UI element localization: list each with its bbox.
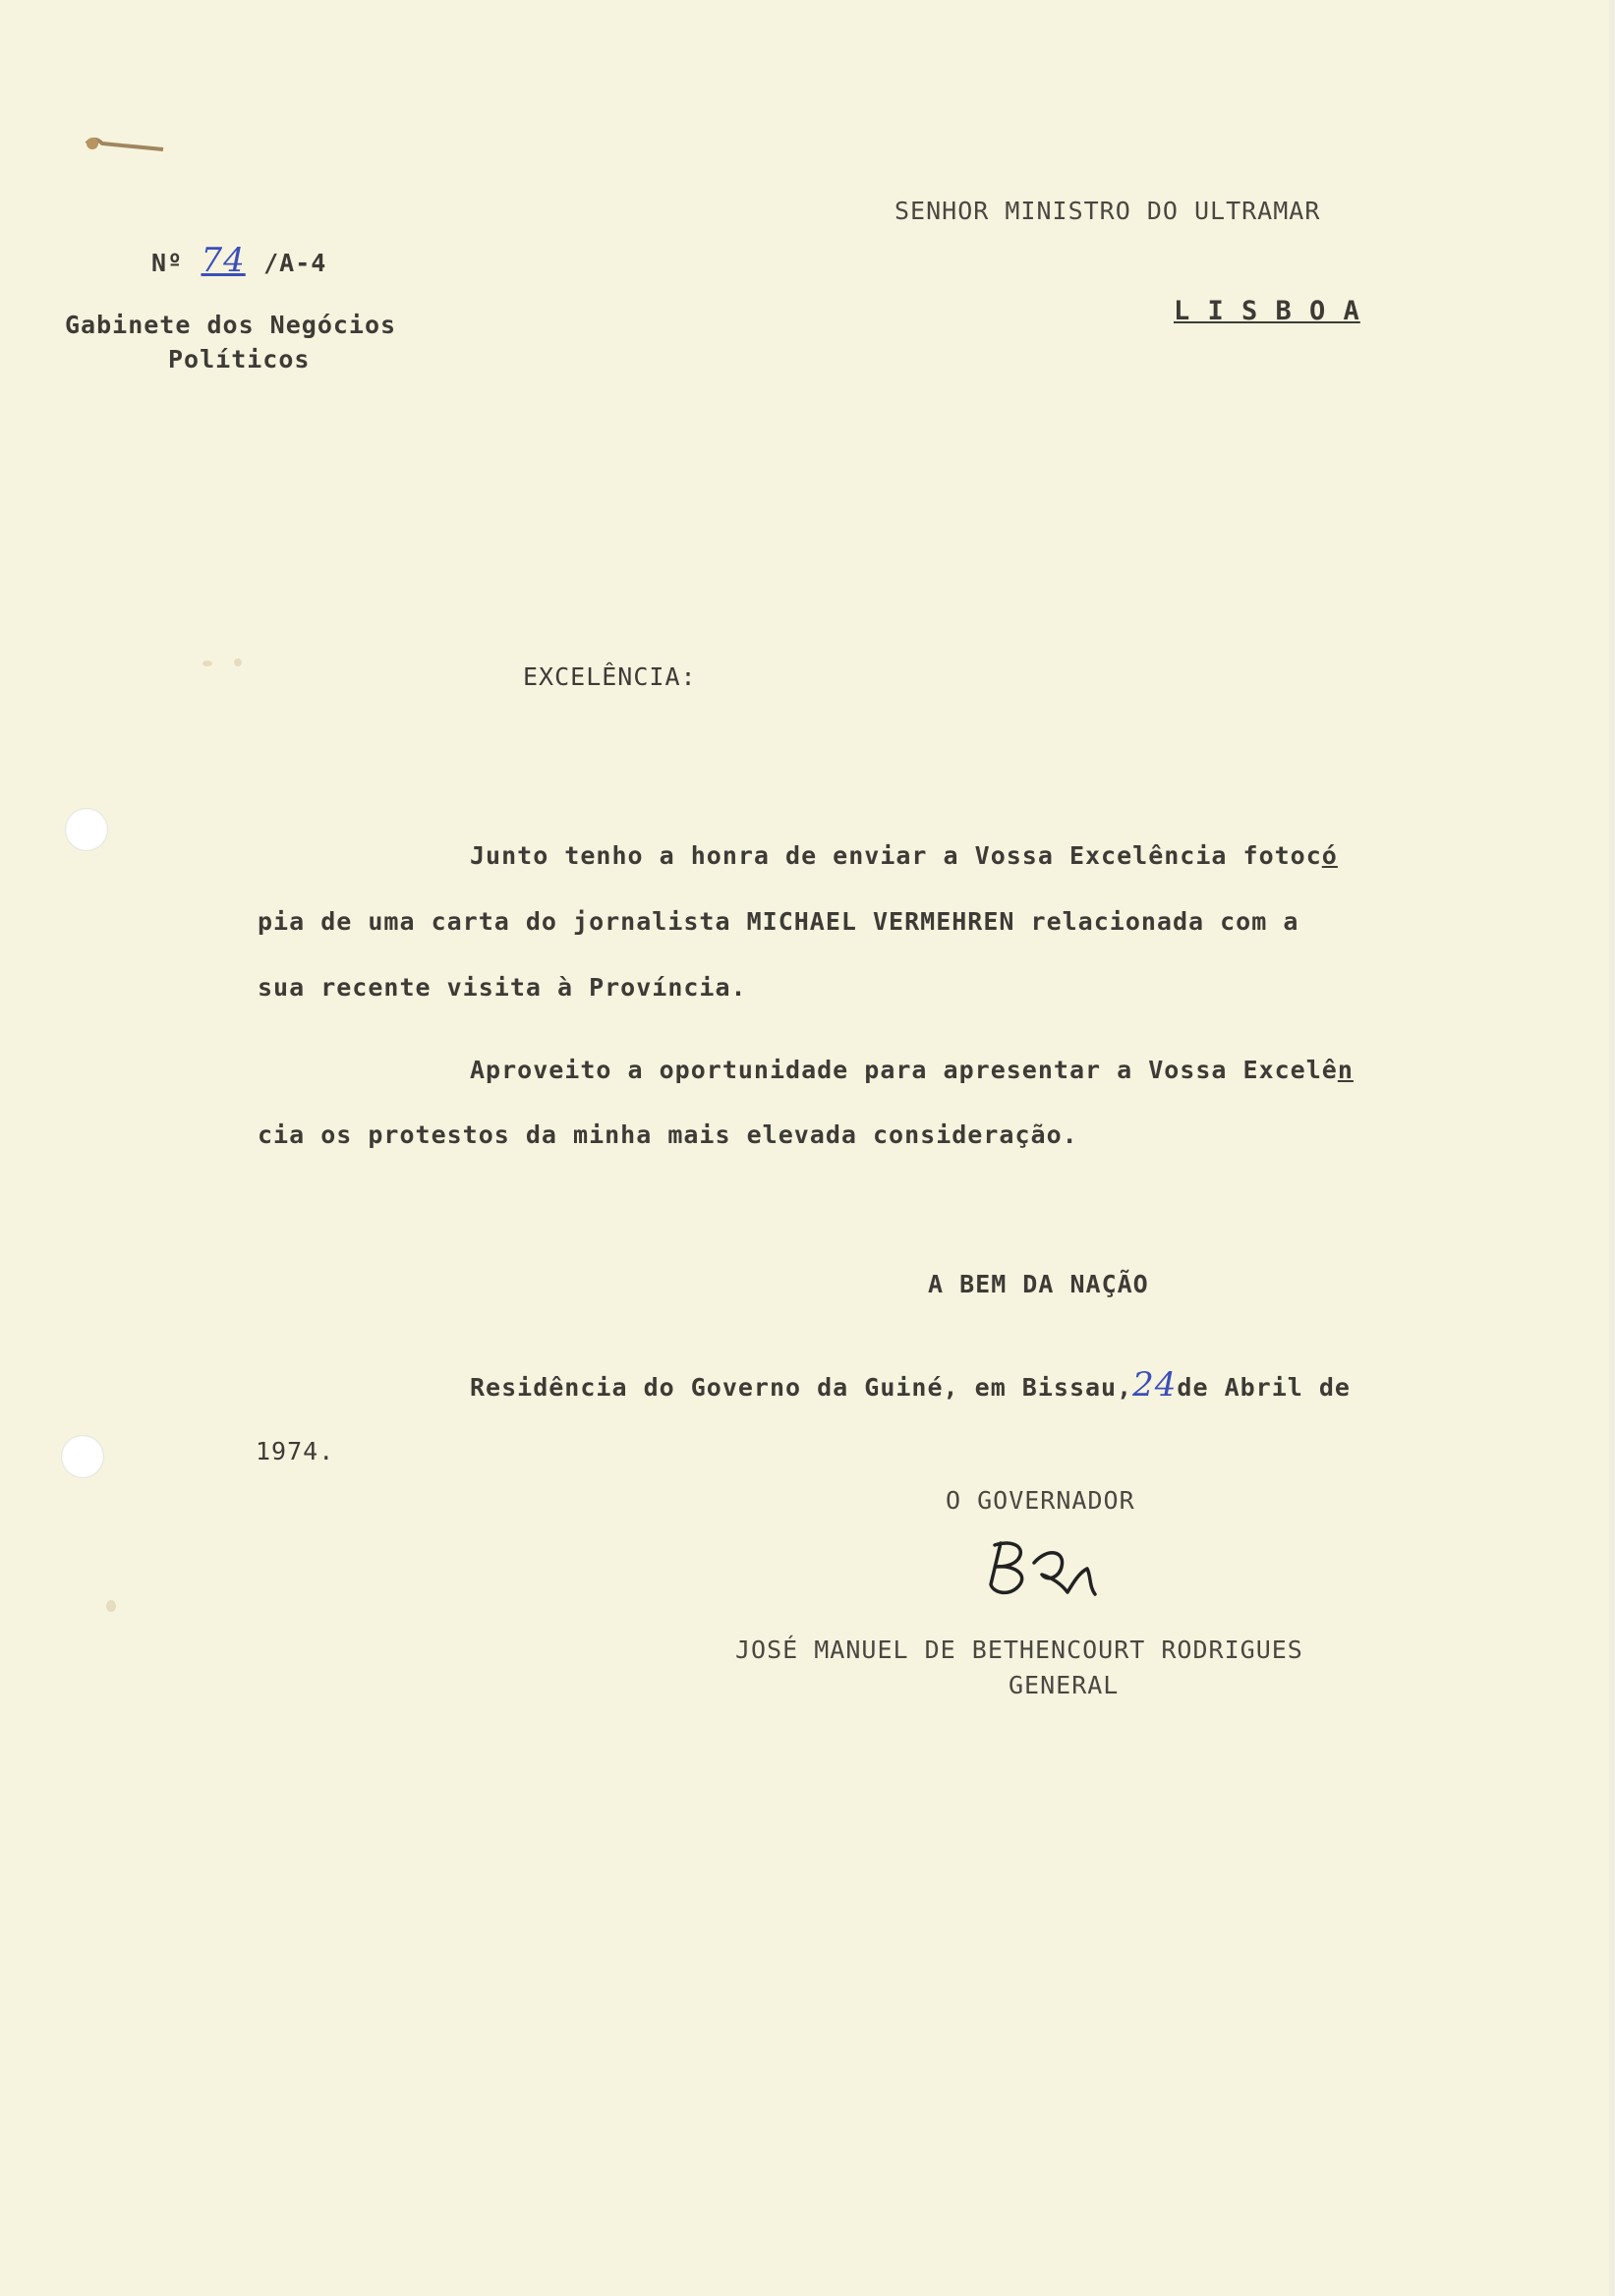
paragraph-1-line-1 — [470, 841, 1338, 871]
date-line — [470, 1365, 1351, 1405]
closing-motto: A BEM DA NAÇÃO — [928, 1270, 1149, 1298]
paper-edge — [1609, 0, 1615, 2296]
handwritten-signature — [983, 1533, 1140, 1612]
ref-suffix: /A-4 — [263, 249, 327, 277]
date-year: 1974. — [256, 1437, 335, 1465]
paper-stain — [234, 659, 242, 666]
paragraph-1-line-1-text: Junto tenho a honra de enviar a Vossa Excelência fotoc — [470, 841, 1322, 870]
paragraph-2-line-1-tail: n — [1337, 1056, 1354, 1084]
department-line-1: Gabinete dos Negócios — [65, 311, 397, 339]
paper-stain — [202, 660, 212, 666]
punch-hole-top — [65, 808, 108, 851]
punch-hole-bottom — [61, 1435, 104, 1478]
date-line-end: de Abril de — [1177, 1373, 1351, 1402]
paragraph-1-line-1-tail: ó — [1321, 841, 1338, 870]
salutation: EXCELÊNCIA: — [523, 662, 697, 691]
paragraph-1-line-2: pia de uma carta do jornalista MICHAEL VERMEHREN relacionada com a — [258, 907, 1299, 936]
paragraph-2-line-1-text: Aproveito a oportunidade para apresentar a Vossa Excelê — [470, 1056, 1338, 1084]
recipient: SENHOR MINISTRO DO ULTRAMAR — [894, 197, 1321, 225]
date-line-start: Residência do Governo da Guiné, em Bissau, — [470, 1373, 1133, 1402]
paragraph-1-line-3: sua recente visita à Província. — [258, 973, 747, 1002]
date-day: 24 — [1132, 1365, 1178, 1405]
signatory-rank: GENERAL — [1009, 1671, 1120, 1699]
reference-number — [151, 241, 327, 280]
staple-mark — [85, 134, 173, 161]
ref-prefix: Nº — [151, 249, 184, 277]
paper-stain — [106, 1600, 116, 1612]
paragraph-2-line-2: cia os protestos da minha mais elevada consideração. — [258, 1120, 1078, 1149]
paragraph-2-line-1 — [470, 1056, 1354, 1085]
signatory-title: O GOVERNADOR — [946, 1486, 1135, 1515]
signatory-name: JOSÉ MANUEL DE BETHENCOURT RODRIGUES — [735, 1636, 1303, 1664]
department-line-2: Políticos — [168, 345, 311, 373]
ref-number: 74 — [201, 241, 246, 280]
destination-city: L I S B O A — [1174, 296, 1360, 326]
